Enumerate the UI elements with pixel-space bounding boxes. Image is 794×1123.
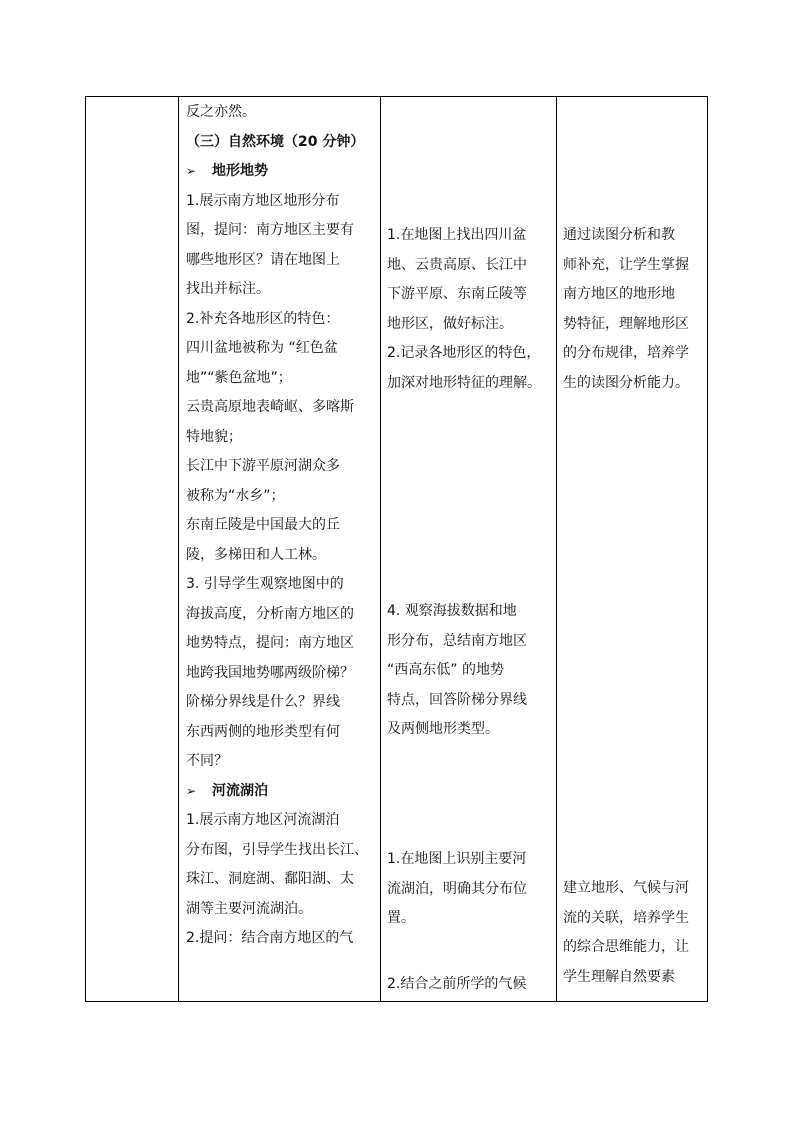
design-intent-block-1: [563, 221, 705, 398]
text-line: 珠江、洞庭湖、鄱阳湖、太: [186, 871, 354, 887]
text-line: “西高东低” 的地势: [387, 662, 504, 678]
text-line: 4. 观察海拔数据和地: [387, 603, 517, 619]
table-divider-2: [380, 96, 381, 1002]
text-line: 云贵高原地表崎岖、多喀斯: [186, 399, 354, 415]
text-line: 反之亦然。: [186, 104, 256, 120]
text-line: 长江中下游平原河湖众多: [186, 458, 340, 474]
text-line: 势特征，理解地形区: [563, 315, 689, 332]
text-line: 阶梯分界线是什么？界线: [186, 694, 340, 710]
subheading-terrain: ➢ 地形地势: [186, 157, 376, 187]
text-line: 3. 引导学生观察地图中的: [186, 576, 344, 592]
student-activity-block-3: [387, 845, 557, 934]
text-line: 地跨我国地势哪两级阶梯？: [186, 664, 354, 681]
text-line: 湖等主要河流湖泊。: [186, 900, 312, 917]
table-divider-1: [178, 96, 179, 1002]
text-line: 东西两侧的地形类型有何: [186, 723, 340, 740]
text-line: 生的读图分析能力。: [563, 374, 689, 391]
text-line: 的分布规律，培养学: [563, 345, 689, 361]
text-line: 下游平原、东南丘陵等: [387, 286, 527, 302]
section-heading: （三）自然环境（20 分钟）: [186, 133, 365, 150]
table-border-left: [85, 96, 86, 1002]
text-line: 2.提问：结合南方地区的气: [186, 930, 354, 946]
student-activity-block-2: [387, 597, 557, 745]
design-intent-block-2: [563, 874, 705, 992]
text-line: 建立地形、气候与河: [563, 880, 689, 896]
text-line: 学生理解自然要素: [563, 968, 675, 985]
text-line: 2.记录各地形区的特色，: [387, 345, 541, 361]
text-line: 特点，回答阶梯分界线: [387, 691, 527, 708]
text-line: 特地貌；: [186, 428, 242, 445]
arrow-bullet-icon: ➢: [186, 783, 197, 798]
student-activity-block-1: [387, 221, 557, 398]
text-line: 地形区，做好标注。: [387, 315, 513, 332]
text-line: 通过读图分析和教: [563, 227, 675, 243]
text-line: 师补充，让学生掌握: [563, 256, 689, 273]
text-line: 加深对地形特征的理解。: [387, 374, 541, 391]
text-line: 的综合思维能力，让: [563, 939, 689, 955]
text-line: 陵，多梯田和人工林。: [186, 546, 326, 563]
text-line: 被称为“水乡”；: [186, 487, 285, 504]
text-line: 哪些地形区？请在地图上: [186, 251, 340, 268]
text-line: 东南丘陵是中国最大的丘: [186, 517, 340, 533]
text-line: 地势特点，提问：南方地区: [186, 635, 354, 651]
text-line: 海拔高度，分析南方地区的: [186, 605, 354, 622]
text-line: 四川盆地被称为 “红色盆: [186, 340, 338, 356]
table-border-right: [707, 96, 708, 1002]
text-line: 2.补充各地形区的特色：: [186, 310, 340, 327]
arrow-bullet-icon: ➢: [186, 164, 197, 178]
student-activity-block-4: [387, 970, 557, 1000]
text-line: 置。: [387, 910, 415, 926]
text-line: 1.在地图上识别主要河: [387, 851, 527, 867]
text-line: 分布图，引导学生找出长江、: [186, 841, 368, 858]
text-line: 地”“紫色盆地”；: [186, 369, 292, 386]
text-line: 1.在地图上找出四川盆: [387, 227, 527, 243]
text-line: 图，提问：南方地区主要有: [186, 222, 354, 238]
text-line: 找出并标注。: [186, 281, 270, 297]
text-line: 形分布，总结南方地区: [387, 632, 527, 649]
text-line: 及两侧地形类型。: [387, 721, 499, 737]
teacher-activity-column: [186, 98, 376, 954]
text-line: 2.结合之前所学的气候: [387, 976, 527, 992]
subheading-rivers: ➢ 河流湖泊: [186, 777, 376, 807]
text-line: 流的关联，培养学生: [563, 909, 689, 926]
text-line: 不同？: [186, 753, 228, 769]
text-line: 南方地区的地形地: [563, 286, 675, 302]
text-line: 地、云贵高原、长江中: [387, 256, 527, 273]
text-line: 1.展示南方地区河流湖泊: [186, 812, 340, 828]
text-line: 流湖泊，明确其分布位: [387, 880, 527, 897]
text-line: 1.展示南方地区地形分布: [186, 192, 340, 209]
